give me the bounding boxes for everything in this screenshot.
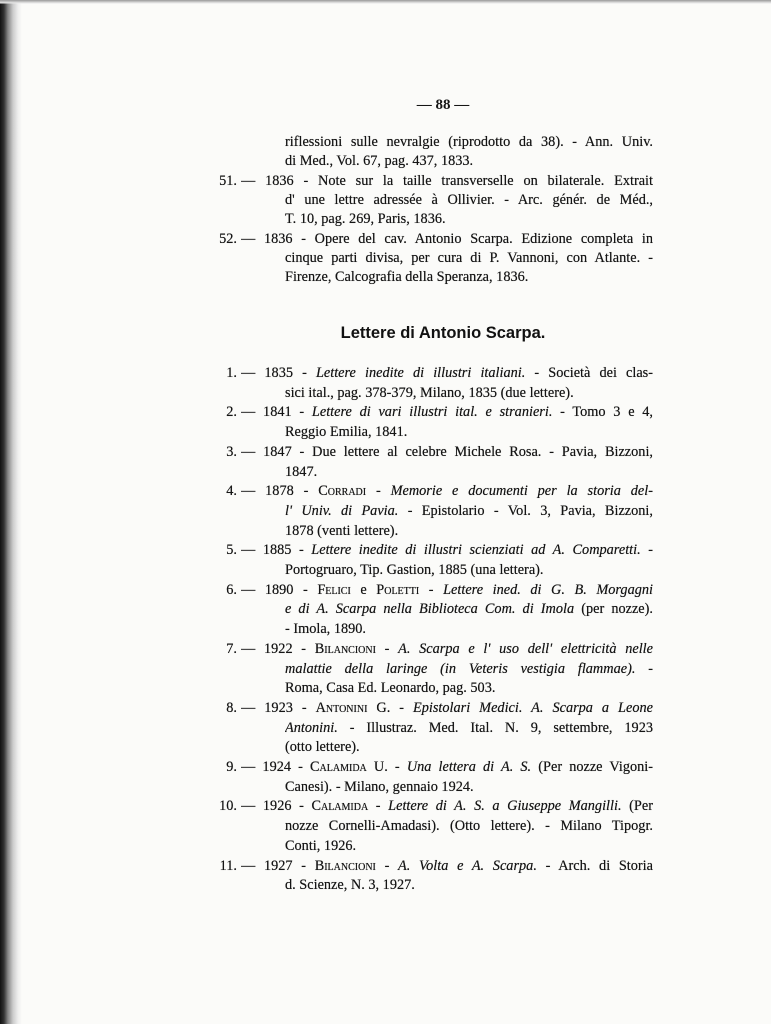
entry-text: - Illustraz. Med. Ital. N. 9, settembre, 1923 [337, 719, 653, 736]
title-text: A. Volta e A. Scarpa. [398, 857, 537, 874]
entry-text: 1847. [285, 463, 318, 480]
entry-text: — 1922 - [241, 640, 315, 657]
entry-line [285, 777, 474, 797]
entry-number: 1. [226, 365, 237, 381]
entry-line [285, 619, 366, 639]
scan-edge-artifact [0, 0, 22, 1024]
entry-text: — 1885 - [241, 542, 312, 559]
entry-number: 6. [226, 581, 237, 598]
entry-text: T. 10, pag. 269, Paris, 1836. [285, 211, 446, 228]
entry-text: - [375, 857, 399, 874]
entry-line [285, 560, 544, 580]
entry-text: - [375, 640, 399, 657]
entry-text: — 1926 - [241, 798, 312, 815]
entry-number: 10. [219, 798, 237, 815]
title-text: Epistolari Medici. A. Scarpa a Leone [413, 699, 653, 716]
entry-text: Reggio Emilia, 1841. [285, 424, 408, 441]
entry-number: 51. [219, 172, 237, 189]
entry-text: - [366, 483, 391, 500]
author-name: Antonini [315, 699, 368, 716]
entry-text: (Per nozze Vigoni- [531, 759, 653, 775]
title-text: Una lettera di A. S. [406, 759, 532, 775]
entry-text: — 1836 - Note sur la taille transverselle on bilaterale. Extrait [241, 172, 653, 189]
entry-line [241, 540, 653, 560]
entry-line [285, 599, 653, 619]
entry-line [285, 501, 653, 521]
entry-text: (Per [621, 798, 653, 815]
author-name: Felici [317, 581, 351, 598]
entry-text: - [635, 660, 653, 677]
entry-text: Firenze, Calcografia della Speranza, 1836. [285, 269, 529, 286]
entry-text: — 1927 - [241, 857, 315, 874]
entry-line [285, 718, 653, 738]
entry-line [285, 190, 653, 210]
entry-line [285, 659, 653, 679]
entry-text: - Società dei clas- [525, 365, 653, 381]
entry-line [241, 481, 653, 501]
entry-number: 2. [226, 404, 237, 421]
entry-text: — 1923 - [241, 699, 316, 716]
entry-line [285, 462, 317, 482]
entry-line [285, 875, 415, 895]
entry-line [285, 151, 473, 171]
title-text: e di A. Scarpa nella Biblioteca Com. di Imola [285, 601, 575, 618]
entry-text: Conti, 1926. [285, 837, 357, 854]
entry-text: - [640, 542, 653, 559]
entry-text: — 1890 - [241, 581, 318, 598]
entry-number: 5. [226, 542, 237, 559]
scan-top-artifact [0, 0, 771, 4]
entry-text: - Arch. di Storia [536, 857, 653, 874]
entry-text: - Epistolario - Vol. 3, Pavia, Bizzoni, [398, 502, 653, 519]
entry-text: riflessioni sulle nevralgie (riprodotto da 38). - Ann. Univ. [285, 134, 653, 150]
entry-text: - Tomo 3 e 4, [552, 404, 653, 421]
entry-text: cinque parti divisa, per cura di P. Vannoni, con Atlante. - [285, 249, 653, 266]
entry-text: — 1924 - [241, 759, 311, 775]
entry-text: (per nozze). [574, 601, 653, 618]
entry-line [285, 383, 574, 403]
entry-text: Canesi). - Milano, gennaio 1924. [285, 778, 474, 795]
page-number: — 88 — [416, 97, 470, 113]
entry-text: - Imola, 1890. [285, 621, 366, 638]
author-name: Calamida [310, 759, 367, 775]
title-text: l' Univ. di Pavia. [285, 502, 399, 519]
entry-text: Roma, Casa Ed. Leonardo, pag. 503. [285, 680, 496, 697]
entry-text: di Med., Vol. 67, pag. 437, 1833. [285, 153, 474, 170]
entry-line [241, 402, 653, 422]
entry-line [285, 816, 653, 836]
entry-line [285, 248, 653, 268]
entry-text: — 1847 - Due lettere al celebre Michele Rosa. - Pavia, Bizzoni, [241, 443, 653, 460]
entry-text: (otto lettere). [285, 739, 360, 756]
entry-line [285, 132, 653, 152]
entry-text: U. - [366, 759, 407, 775]
entry-line [285, 521, 398, 541]
entry-text: - [368, 798, 389, 815]
entry-line [285, 678, 495, 698]
entry-line [241, 796, 653, 816]
title-text: A. Scarpa e l' uso dell' elettricità nelle [398, 640, 653, 657]
entry-text: e [350, 581, 377, 598]
entry-line [241, 856, 653, 876]
entry-number: 11. [219, 857, 237, 874]
entry-text: 1878 (venti lettere). [285, 522, 399, 539]
author-name: Bilancioni [314, 857, 376, 874]
title-text: Memorie e documenti per la storia del- [390, 483, 653, 500]
title-text: Lettere inedite di illustri scienziati ad A. Comparetti. [311, 542, 641, 559]
entry-number: 7. [226, 640, 237, 657]
entry-line [241, 580, 653, 600]
author-name: Corradi [318, 483, 367, 500]
section-heading: Lettere di Antonio Scarpa. [340, 324, 546, 342]
title-text: Lettere ined. di G. B. Morgagni [443, 581, 653, 598]
entry-line [241, 363, 653, 383]
entry-text: nozze Cornelli-Amadasi). (Otto lettere). - Milano Tipogr. [285, 818, 653, 835]
entry-line [241, 698, 653, 718]
entry-text: — 1841 - [241, 404, 312, 421]
author-name: Bilancioni [314, 640, 376, 657]
entry-line [285, 737, 360, 757]
entry-text: — 1835 - [241, 365, 316, 381]
entry-line [241, 757, 653, 777]
entry-number: 4. [226, 483, 237, 500]
entry-line [285, 267, 528, 287]
entry-text: — 1878 - [241, 483, 319, 500]
entry-line [241, 171, 653, 191]
entry-line [241, 639, 653, 659]
author-name: Calamida [311, 798, 369, 815]
entry-text: G. - [367, 699, 413, 716]
entry-text: - [419, 581, 444, 598]
entry-line [241, 229, 653, 249]
title-text: Lettere inedite di illustri italiani. [315, 365, 526, 381]
entry-text: d. Scienze, N. 3, 1927. [285, 877, 415, 894]
entry-number: 3. [226, 443, 237, 460]
entry-text: sici ital., pag. 378-379, Milano, 1835 (due lettere). [285, 384, 574, 401]
entry-number: 52. [219, 230, 237, 247]
entry-text: d' une lettre adressée à Ollivier. - Arc. génér. de Méd., [285, 191, 653, 208]
author-name: Poletti [376, 581, 420, 598]
entry-line [285, 209, 446, 229]
entry-line [285, 422, 407, 442]
entry-line [285, 836, 356, 856]
title-text: Antonini. [285, 719, 338, 736]
entry-line [241, 442, 653, 462]
title-text: malattie della laringe (in Veteris vestigia flammae). [285, 660, 636, 677]
title-text: Lettere di vari illustri ital. e stranieri. [311, 404, 553, 421]
title-text: Lettere di A. S. a Giuseppe Mangilli. [388, 798, 622, 815]
entry-number: 8. [226, 699, 237, 716]
entry-text: — 1836 - Opere del cav. Antonio Scarpa. Edizione completa in [241, 230, 653, 247]
entry-text: Portogruaro, Tip. Gastion, 1885 (una lettera). [285, 562, 544, 578]
entry-number: 9. [226, 759, 237, 775]
